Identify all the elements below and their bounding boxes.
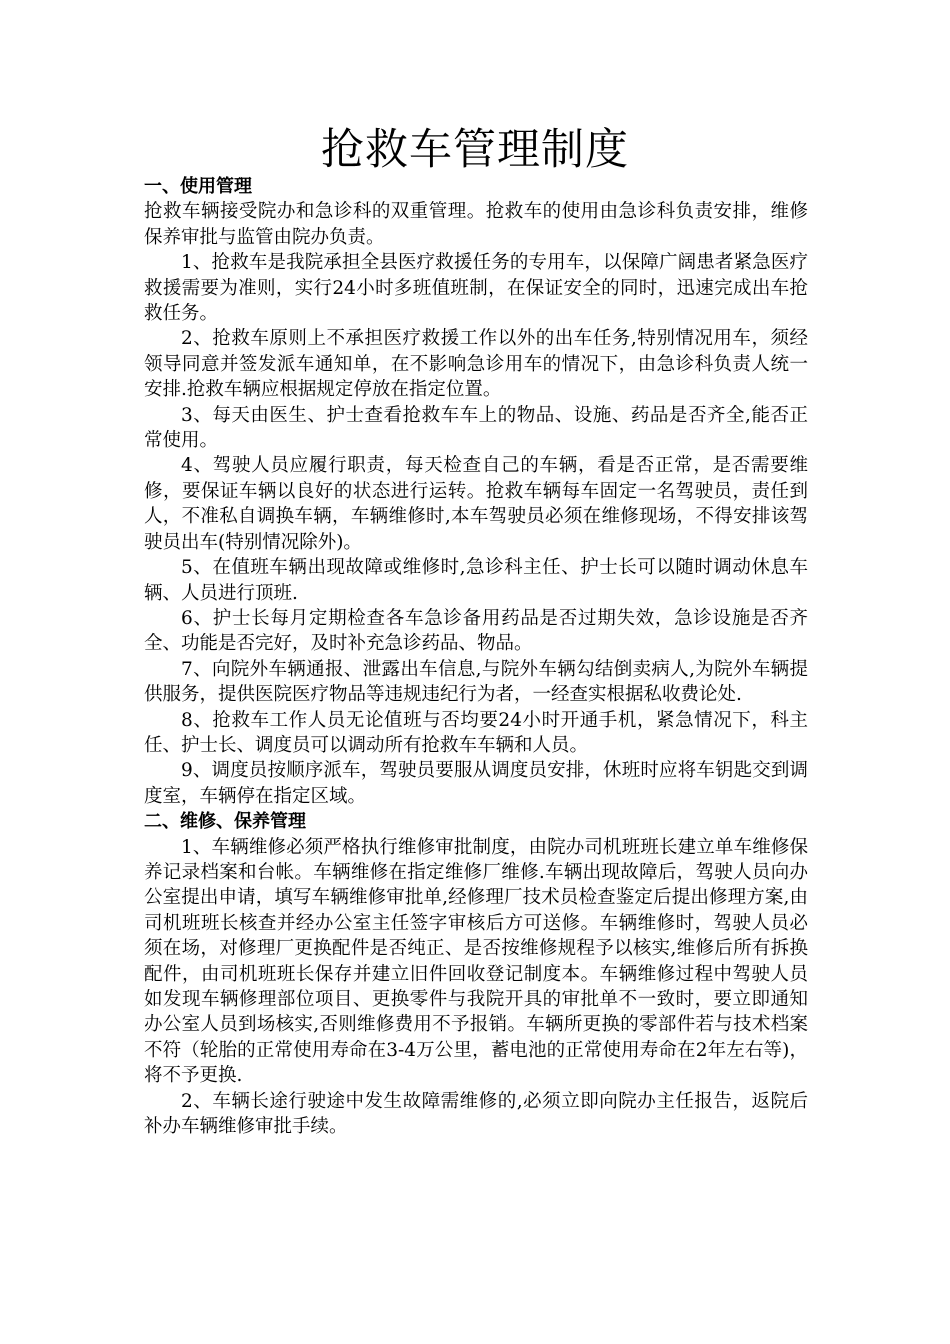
rule-item: 5、在值班车辆出现故障或维修时,急诊科主任、护士长可以随时调动休息车辆、人员进行顶班. [144, 557, 808, 604]
rule-item: 2、抢救车原则上不承担医疗救援工作以外的出车任务,特别情况用车，须经领导同意并签发派车通知单，在不影响急诊用车的情况下，由急诊科负责人统一安排.抢救车辆应根据规定停放在指定位置。 [144, 328, 808, 401]
rule-item: 3、每天由医生、护士查看抢救车车上的物品、设施、药品是否齐全,能否正常使用。 [144, 404, 808, 452]
rule-item: 7、向院外车辆通报、泄露出车信息,与院外车辆勾结倒卖病人,为院外车辆提供服务，提供医院医疗物品等违规违纪行为者，一经查实根据私收费论处. [144, 658, 808, 706]
rule-item: 1、抢救车是我院承担全县医疗救援任务的专用车，以保障广阔患者紧急医疗救援需要为准则，实行24小时多班值班制，在保证安全的同时，迅速完成出车抢救任务。 [144, 252, 808, 325]
rule-item: 2、车辆长途行驶途中发生故障需维修的,必须立即向院办主任报告，返院后补办车辆维修审批手续。 [144, 1090, 808, 1138]
rule-item: 8、抢救车工作人员无论值班与否均要24小时开通手机，紧急情况下，科主任、护士长、调度员可以调动所有抢救车车辆和人员。 [144, 709, 808, 756]
rule-item: 6、护士长每月定期检查各车急诊备用药品是否过期失效，急诊设施是否齐全、功能是否完好，及时补充急诊药品、物品。 [144, 607, 808, 655]
document-title: 抢救车管理制度 [321, 125, 629, 175]
section-heading-usage: 一、使用管理 [144, 176, 252, 197]
rule-item: 9、调度员按顺序派车，驾驶员要服从调度员安排，休班时应将车钥匙交到调度室，车辆停在指定区域。 [144, 760, 808, 807]
rule-item: 4、驾驶人员应履行职责，每天检查自己的车辆，看是否正常，是否需要维修，要保证车辆以良好的状态进行运转。抢救车辆每车固定一名驾驶员，责任到人，不准私自调换车辆，车辆维修时,本车驾驶员必须在维修现场，不得安排该驾驶员出车(特别情况除外)。 [144, 455, 808, 553]
document-body [144, 174, 808, 1139]
section-intro-usage: 抢救车辆接受院办和急诊科的双重管理。抢救车的使用由急诊科负责安排，维修保养审批与监管由院办负责。 [144, 201, 808, 248]
section-heading-maintenance: 二、维修、保养管理 [144, 811, 306, 833]
rule-item: 1、车辆维修必须严格执行维修审批制度，由院办司机班班长建立单车维修保养记录档案和台帐。车辆维修在指定维修厂维修.车辆出现故障后，驾驶人员向办公室提出申请，填写车辆维修审批单,经修理厂技术员检查鉴定后提出修理方案,由司机班班长核查并经办公室主任签字审核后方可送修。车辆维修时，驾驶人员必须在场，对修理厂更换配件是否纯正、是否按维修规程予以核实,维修后所有拆换配件，由司机班班长保存并建立旧件回收登记制度本。车辆维修过程中驾驶人员如发现车辆修理部位项目、更换零件与我院开具的审批单不一致时，要立即通知办公室人员到场核实,否则维修费用不予报销。车辆所更换的零部件若与技术档案不符（轮胎的正常使用寿命在3-4万公里，蓄电池的正常使用寿命在2年左右等)，将不予更换. [144, 836, 808, 1087]
